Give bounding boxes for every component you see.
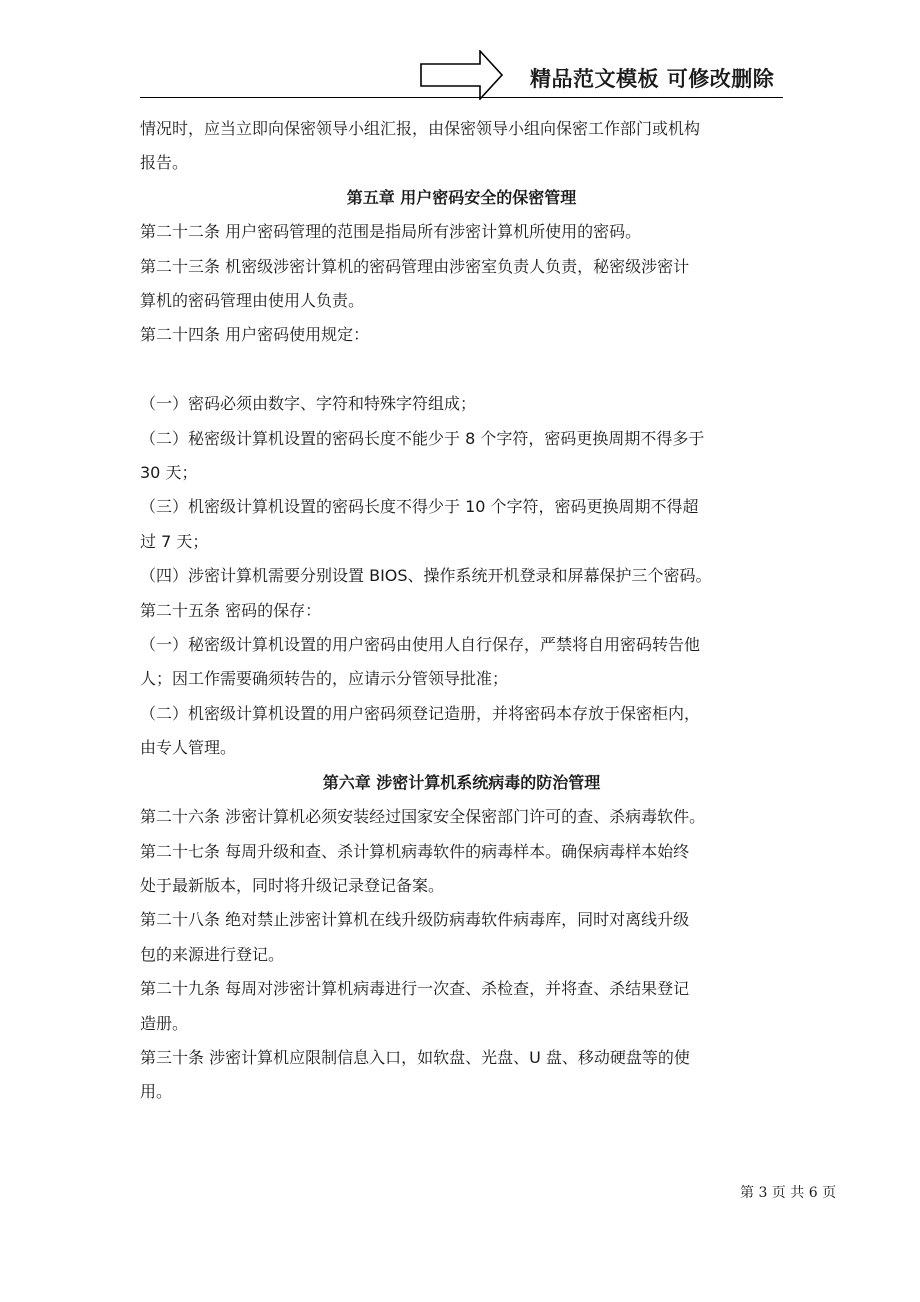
list-item-cont: 人；因工作需要确须转告的，应请示分管领导批准； <box>140 669 509 689</box>
list-item: （四）涉密计算机需要分别设置 BIOS、操作系统开机登录和屏幕保护三个密码。 <box>140 566 712 586</box>
arrow-right-icon <box>420 50 504 100</box>
header-title: 精品范文模板 可修改删除 <box>530 67 775 91</box>
document-body <box>140 112 783 1110</box>
list-item: （一）密码必须由数字、字符和特殊字符组成； <box>140 394 477 414</box>
paragraph-line: 报告。 <box>140 153 189 173</box>
article-30: 第三十条 涉密计算机应限制信息入口，如软盘、光盘、U 盘、移动硬盘等的使 <box>140 1047 690 1067</box>
article-27-cont: 处于最新版本，同时将升级记录登记备案。 <box>140 875 445 895</box>
blank-line <box>140 353 783 387</box>
article-23: 第二十三条 机密级涉密计算机的密码管理由涉密室负责人负责，秘密级涉密计 <box>140 256 690 276</box>
list-item: （一）秘密级计算机设置的用户密码由使用人自行保存，严禁将自用密码转告他 <box>140 635 701 655</box>
article-29: 第二十九条 每周对涉密计算机病毒进行一次查、杀检查，并将查、杀结果登记 <box>140 979 690 999</box>
chapter-heading-6: 第六章 涉密计算机系统病毒的防治管理 <box>322 772 601 792</box>
page-number: 第 3 页 共 6 页 <box>740 1185 837 1201</box>
list-item: （二）机密级计算机设置的用户密码须登记造册，并将密码本存放于保密柜内， <box>140 703 701 723</box>
article-28-cont: 包的来源进行登记。 <box>140 944 285 964</box>
article-25: 第二十五条 密码的保存： <box>140 600 322 620</box>
article-28: 第二十八条 绝对禁止涉密计算机在线升级防病毒软件病毒库，同时对离线升级 <box>140 910 690 930</box>
list-item: （三）机密级计算机设置的密码长度不得少于 10 个字符，密码更换周期不得超 <box>140 497 699 517</box>
list-item-cont: 由专人管理。 <box>140 738 237 758</box>
header-divider <box>140 97 783 98</box>
article-27: 第二十七条 每周升级和查、杀计算机病毒软件的病毒样本。确保病毒样本始终 <box>140 841 690 861</box>
list-item-cont: 过 7 天； <box>140 531 209 551</box>
article-24: 第二十四条 用户密码使用规定： <box>140 325 370 345</box>
paragraph-line: 情况时，应当立即向保密领导小组汇报，由保密领导小组向保密工作部门或机构 <box>140 119 701 138</box>
article-30-cont: 用。 <box>140 1082 173 1102</box>
article-29-cont: 造册。 <box>140 1013 189 1033</box>
list-item: （二）秘密级计算机设置的密码长度不能少于 8 个字符，密码更换周期不得多于 <box>140 428 705 448</box>
list-item-cont: 30 天； <box>140 463 198 483</box>
article-23-cont: 算机的密码管理由使用人负责。 <box>140 291 365 311</box>
article-22: 第二十二条 用户密码管理的范围是指局所有涉密计算机所使用的密码。 <box>140 222 642 242</box>
chapter-heading-5: 第五章 用户密码安全的保密管理 <box>346 187 577 207</box>
article-26: 第二十六条 涉密计算机必须安装经过国家安全保密部门许可的查、杀病毒软件。 <box>140 807 706 827</box>
